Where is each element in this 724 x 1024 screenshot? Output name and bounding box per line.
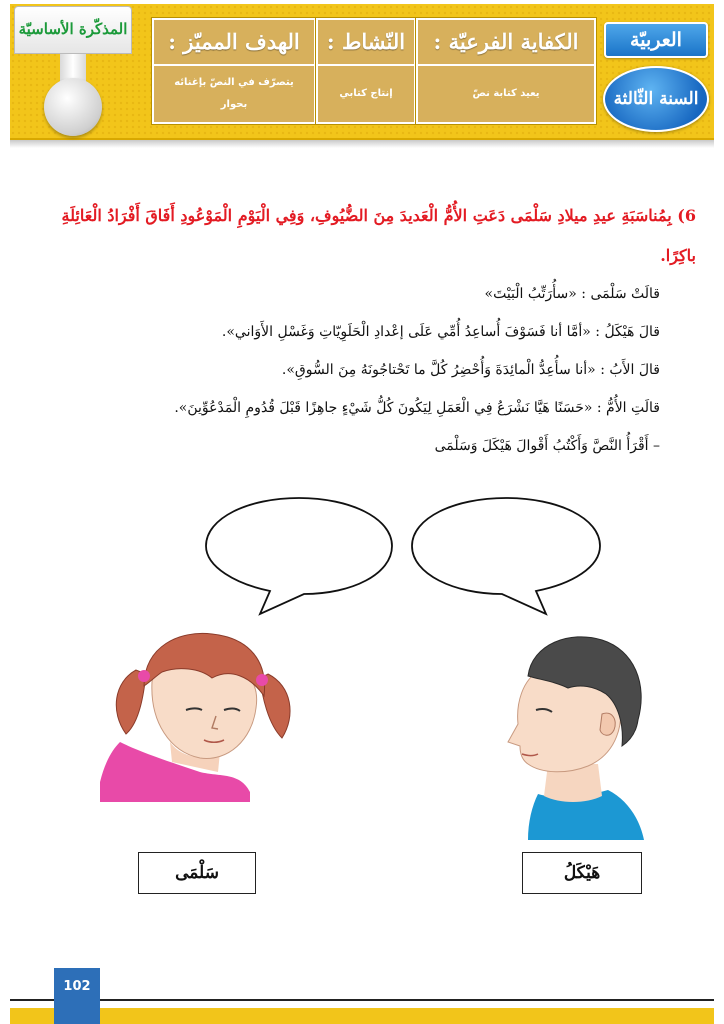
dialogue-line-mother: قالَتِ الأُمُّ : «حَسَنًا هَيَّا نَشْرَعُ فِي الْعَمَلِ لِيَكُونَ كُلُّ شَيْءٍ جاهِزًا قَبْلَ قُدُومِ الْمَدْعُوِّينَ». [174, 400, 660, 416]
goal-panel [152, 18, 316, 124]
salma-illustration [100, 612, 300, 802]
footer-rule [10, 999, 714, 1001]
goal-value: يتصرّف في النصّ بإغنائه بحوار [154, 66, 314, 122]
exercise-intro: 6) بِمُناسَبَةِ عيدِ ميلادِ سَلْمَى دَعَتِ الأُمُّ الْعَديدَ مِنَ الضُّيُوفِ، وَفِي الْيَوْمِ الْمَوْعُودِ أَفَاقَ أَفْرَادُ الْعَائِلَةِ باكِرًا. [61, 206, 696, 265]
page-number: 102 [54, 968, 100, 1024]
competency-value: يعيد كتابة نصّ [418, 66, 594, 122]
competency-title: الكفاية الفرعيّة : [418, 20, 594, 66]
activity-value: إنتاج كتابي [318, 66, 414, 122]
year-badge: السنة الثّالثة [603, 66, 709, 132]
haykal-illustration [498, 624, 648, 840]
subject-badge: العربيّة [604, 22, 708, 58]
dialogue-line-father: قالَ الأَبُ : «أنا سأُعِدُّ الْمائِدَةَ وَأُحْضِرُ كُلَّ ما تَحْتاجُونَهُ مِنَ السُّوقِ». [281, 362, 660, 378]
dialogue-line-salma: قالَتْ سَلْمَى : «سأُرَتِّبُ الْبَيْتَ» [484, 286, 660, 302]
header-shadow [10, 140, 714, 148]
memo-logo-ball [44, 78, 102, 136]
exercise-instruction: – أَقْرَأُ النَّصَّ وَأَكْتُبُ أَقْوالَ هَيْكَلَ وَسَلْمَى [434, 438, 660, 454]
competency-panel [416, 18, 596, 124]
goal-title: الهدف المميّز : [154, 20, 314, 66]
activity-panel [316, 18, 416, 124]
activity-title: النّشاط : [318, 20, 414, 66]
memo-logo-label: المذكّرة الأساسيّة [14, 6, 132, 54]
footer-band [10, 1008, 714, 1024]
speech-bubble-salma[interactable] [200, 494, 398, 618]
speech-bubble-haykal[interactable] [406, 494, 606, 618]
dialogue-line-haykal: قالَ هَيْكَلُ : «أمَّا أنا فَسَوْفَ أُساعِدُ أُمِّي عَلَى إعْدادِ الْحَلَوِيّاتِ وَغَسْلِ الأَوَاني». [221, 324, 660, 340]
name-box-salma: سَلْمَى [138, 852, 256, 894]
name-box-haykal: هَيْكَلُ [522, 852, 642, 894]
